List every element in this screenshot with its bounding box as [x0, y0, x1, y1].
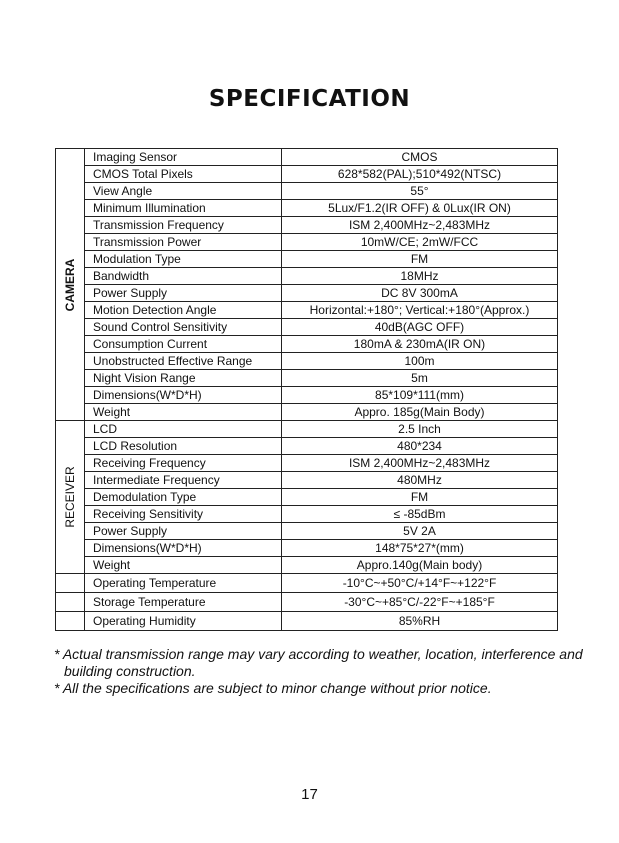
spec-value: 480*234: [282, 438, 558, 455]
spec-value: 10mW/CE; 2mW/FCC: [282, 234, 558, 251]
section-cell-receiver: [56, 421, 85, 574]
spec-name: Minimum Illumination: [85, 200, 282, 217]
spec-value: 85*109*111(mm): [282, 387, 558, 404]
spec-value: 85%RH: [282, 612, 558, 631]
specification-table-body: [56, 149, 558, 631]
spec-row: [56, 336, 558, 353]
page-title: SPECIFICATION: [208, 86, 411, 112]
spec-name: Weight: [85, 557, 282, 574]
spec-value: Horizontal:+180°; Vertical:+180°(Approx.): [282, 302, 558, 319]
spec-name: Motion Detection Angle: [85, 302, 282, 319]
footnotes: [54, 646, 594, 697]
specification-table: [55, 148, 558, 631]
spec-value: 480MHz: [282, 472, 558, 489]
spec-value: 5m: [282, 370, 558, 387]
spec-name: Unobstructed Effective Range: [85, 353, 282, 370]
section-cell-empty: [56, 574, 85, 593]
spec-row: [56, 506, 558, 523]
spec-name: Intermediate Frequency: [85, 472, 282, 489]
spec-name: Transmission Power: [85, 234, 282, 251]
footnote-range: * Actual transmission range may vary according to weather, location, interference and building construction.: [54, 646, 583, 679]
spec-value: 628*582(PAL);510*492(NTSC): [282, 166, 558, 183]
spec-name: CMOS Total Pixels: [85, 166, 282, 183]
spec-row: [56, 353, 558, 370]
spec-name: Receiving Frequency: [85, 455, 282, 472]
spec-name: Bandwidth: [85, 268, 282, 285]
spec-row: [56, 455, 558, 472]
footnote-change: * All the specifications are subject to minor change without prior notice.: [54, 680, 492, 696]
spec-value: 5V 2A: [282, 523, 558, 540]
spec-value: ISM 2,400MHz~2,483MHz: [282, 455, 558, 472]
spec-name: Operating Humidity: [85, 612, 282, 631]
spec-value: FM: [282, 489, 558, 506]
section-cell-empty: [56, 612, 85, 631]
spec-name: Night Vision Range: [85, 370, 282, 387]
spec-value: -30°C~+85°C/-22°F~+185°F: [282, 593, 558, 612]
spec-row: [56, 302, 558, 319]
spec-row: [56, 612, 558, 631]
spec-row: [56, 472, 558, 489]
spec-row: [56, 370, 558, 387]
spec-value: 148*75*27*(mm): [282, 540, 558, 557]
spec-row: [56, 574, 558, 593]
spec-name: Power Supply: [85, 523, 282, 540]
spec-value: ISM 2,400MHz~2,483MHz: [282, 217, 558, 234]
spec-row: [56, 183, 558, 200]
spec-row: [56, 149, 558, 166]
spec-name: Operating Temperature: [85, 574, 282, 593]
spec-name: LCD Resolution: [85, 438, 282, 455]
spec-row: [56, 404, 558, 421]
spec-value: 40dB(AGC OFF): [282, 319, 558, 336]
spec-name: Weight: [85, 404, 282, 421]
spec-row: [56, 217, 558, 234]
spec-name: View Angle: [85, 183, 282, 200]
spec-name: Transmission Frequency: [85, 217, 282, 234]
spec-row: [56, 523, 558, 540]
spec-value: -10°C~+50°C/+14°F~+122°F: [282, 574, 558, 593]
spec-value: Appro.140g(Main body): [282, 557, 558, 574]
spec-row: [56, 234, 558, 251]
spec-value: 55°: [282, 183, 558, 200]
spec-value: 2.5 Inch: [282, 421, 558, 438]
spec-value: CMOS: [282, 149, 558, 166]
spec-name: Dimensions(W*D*H): [85, 387, 282, 404]
spec-value: 18MHz: [282, 268, 558, 285]
spec-row: [56, 593, 558, 612]
spec-value: ≤ -85dBm: [282, 506, 558, 523]
page-number: 17: [301, 786, 318, 803]
spec-name: LCD: [85, 421, 282, 438]
spec-value: DC 8V 300mA: [282, 285, 558, 302]
spec-row: [56, 540, 558, 557]
spec-row: [56, 285, 558, 302]
spec-row: [56, 268, 558, 285]
spec-name: Sound Control Sensitivity: [85, 319, 282, 336]
spec-name: Dimensions(W*D*H): [85, 540, 282, 557]
spec-row: [56, 166, 558, 183]
section-label-receiver: RECEIVER: [63, 466, 77, 528]
spec-name: Storage Temperature: [85, 593, 282, 612]
section-label-camera: CAMERA: [63, 258, 77, 311]
spec-name: Power Supply: [85, 285, 282, 302]
spec-value: 5Lux/F1.2(IR OFF) & 0Lux(IR ON): [282, 200, 558, 217]
spec-row: [56, 438, 558, 455]
spec-value: Appro. 185g(Main Body): [282, 404, 558, 421]
spec-row: [56, 200, 558, 217]
spec-name: Modulation Type: [85, 251, 282, 268]
spec-value: 180mA & 230mA(IR ON): [282, 336, 558, 353]
spec-name: Consumption Current: [85, 336, 282, 353]
spec-name: Imaging Sensor: [85, 149, 282, 166]
spec-value: 100m: [282, 353, 558, 370]
section-cell-empty: [56, 593, 85, 612]
spec-row: [56, 251, 558, 268]
spec-value: FM: [282, 251, 558, 268]
spec-row: [56, 489, 558, 506]
spec-name: Receiving Sensitivity: [85, 506, 282, 523]
spec-row: [56, 421, 558, 438]
spec-row: [56, 387, 558, 404]
spec-name: Demodulation Type: [85, 489, 282, 506]
section-cell-camera: [56, 149, 85, 421]
spec-row: [56, 557, 558, 574]
spec-row: [56, 319, 558, 336]
